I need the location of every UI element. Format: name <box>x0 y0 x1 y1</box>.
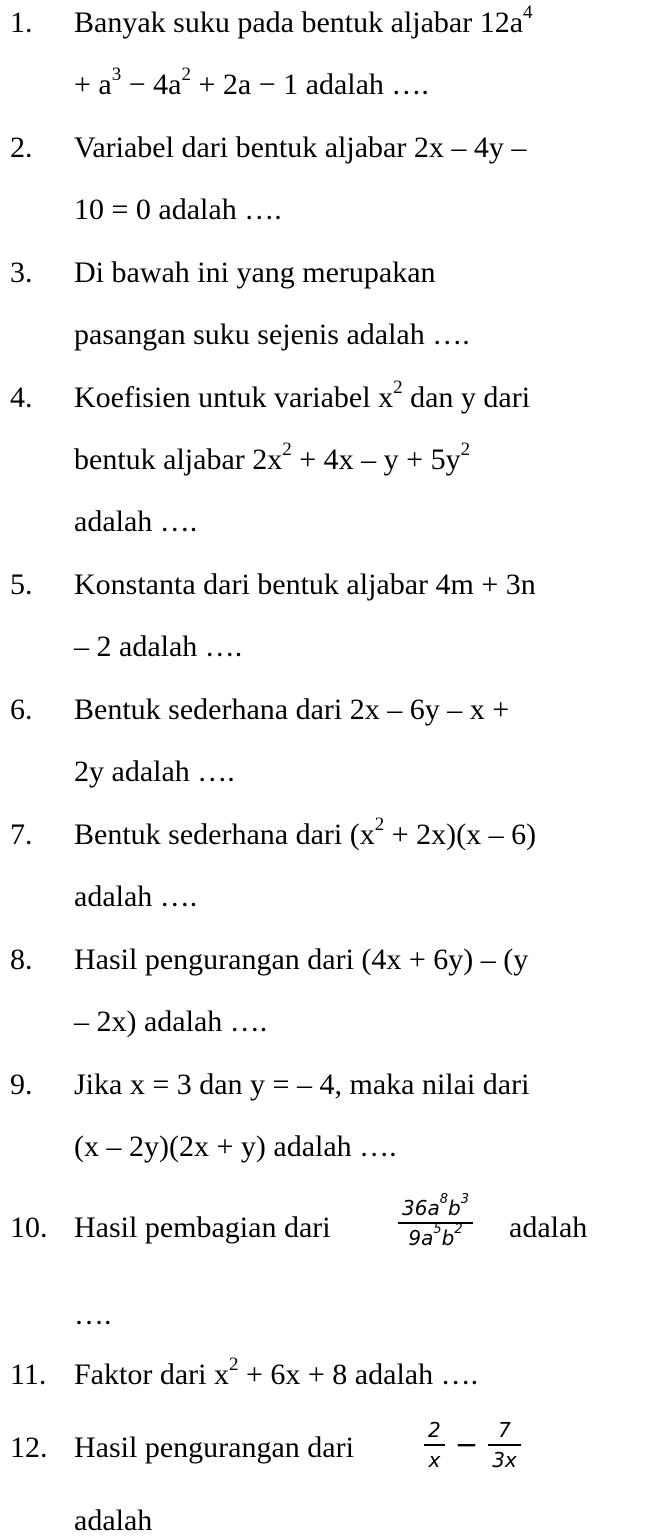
question-text: Faktor dari $x^2 + 6x + 8$ adalah …. <box>74 1354 479 1391</box>
fraction-numerator: 2 <box>428 1418 441 1442</box>
question-number: 8. <box>10 943 33 976</box>
minus-sign: − <box>454 1428 479 1461</box>
question-text: Hasil pembagian dari <box>74 1211 331 1244</box>
fraction-denominator: $9a^5b^2$ <box>398 1222 473 1248</box>
question-number: 3. <box>10 256 33 289</box>
question-number: 5. <box>10 568 33 601</box>
question-text: – 2 adalah …. <box>74 630 243 663</box>
question-text: bentuk aljabar $2x^2 + 4x - y + 5y^2$ <box>74 439 471 476</box>
question-text: adalah <box>74 1504 153 1537</box>
fraction <box>398 1192 473 1250</box>
fraction-numerator: 7 <box>498 1418 511 1442</box>
question-text: Hasil pengurangan dari (4x + 6y) – (y <box>74 943 529 976</box>
fraction-numerator: $36a^8b^3$ <box>402 1192 469 1220</box>
question-text: 2y adalah …. <box>74 755 235 788</box>
fraction-denominator: 3x <box>488 1444 521 1470</box>
question-text: 10 = 0 adalah …. <box>74 193 282 226</box>
question-text: (x – 2y)(2x + y) adalah …. <box>74 1130 397 1163</box>
question-text: Bentuk sederhana dari 2x – 6y – x + <box>74 693 510 726</box>
question-text: Bentuk sederhana dari $(x^2 + 2x)(x - 6)$ <box>74 814 537 851</box>
question-text: Konstanta dari bentuk aljabar 4m + 3n <box>74 568 536 601</box>
fraction-denominator: x <box>424 1444 445 1470</box>
question-text: adalah <box>509 1211 588 1244</box>
question-text: pasangan suku sejenis adalah …. <box>74 318 470 351</box>
question-text: – 2x) adalah …. <box>74 1005 268 1038</box>
question-number: 10. <box>10 1211 48 1244</box>
question-text: Hasil pengurangan dari <box>74 1431 354 1464</box>
question-text: Jika x = 3 dan y = – 4, maka nilai dari <box>74 1068 530 1101</box>
question-number: 6. <box>10 693 33 726</box>
question-text: adalah …. <box>74 880 198 913</box>
question-number: 12. <box>10 1431 48 1464</box>
question-number: 2. <box>10 131 33 164</box>
question-text: …. <box>74 1298 112 1331</box>
fraction-expression <box>424 1420 521 1470</box>
question-text: + $a^3 - 4a^2 + 2a - 1$ adalah …. <box>74 64 429 101</box>
question-number: 1. <box>10 6 33 39</box>
question-text: Di bawah ini yang merupakan <box>74 256 436 289</box>
question-number: 7. <box>10 818 33 851</box>
question-text: Variabel dari bentuk aljabar 2x – 4y – <box>74 131 527 164</box>
question-text: Banyak suku pada bentuk aljabar $12a^4$ <box>74 2 533 39</box>
question-text: Koefisien untuk variabel $x^2$ dan y dari <box>74 377 531 414</box>
question-number: 4. <box>10 381 33 414</box>
question-number: 11. <box>10 1358 47 1391</box>
question-number: 9. <box>10 1068 33 1101</box>
question-text: adalah …. <box>74 505 198 538</box>
